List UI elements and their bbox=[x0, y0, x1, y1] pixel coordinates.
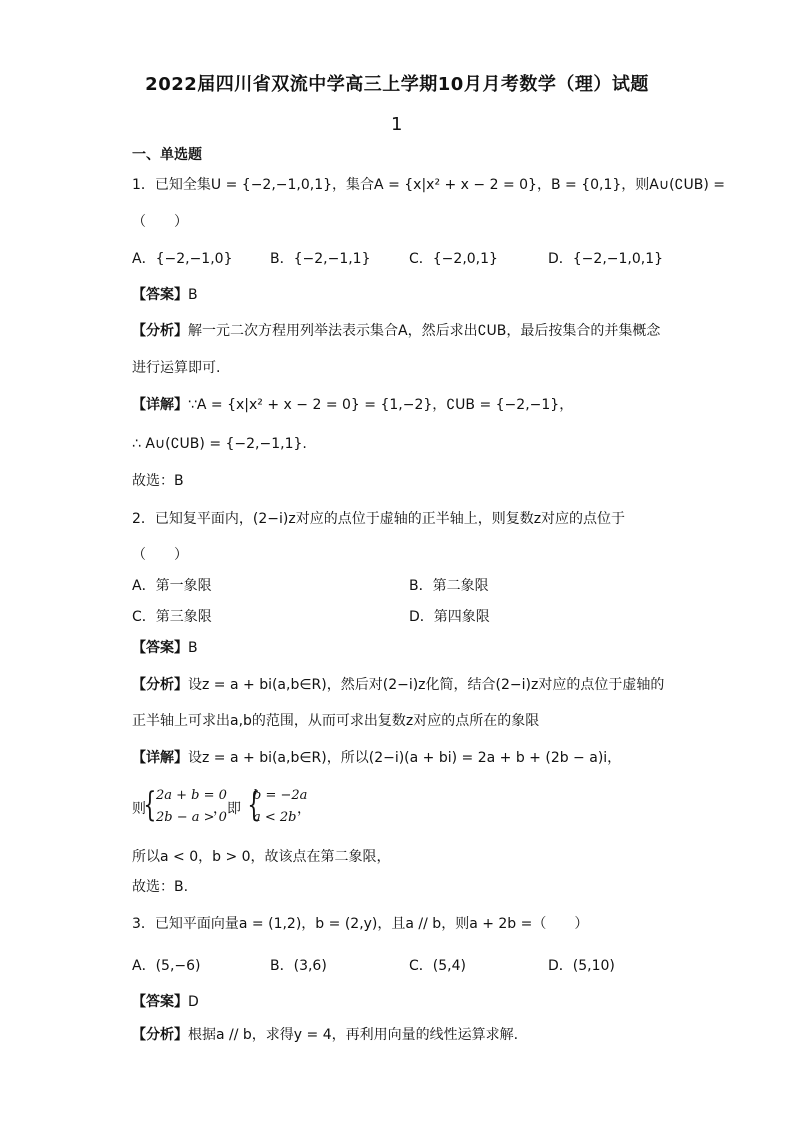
q1-detail bbox=[132, 395, 573, 415]
analysis-tag: 【分析】 bbox=[132, 1027, 188, 1043]
q2-stem: 2．已知复平面内，(2−i)z对应的点位于虚轴的正半轴上，则复数z对应的点位于 bbox=[132, 511, 626, 527]
q2-answer bbox=[132, 638, 198, 658]
answer-tag: 【答案】 bbox=[132, 640, 188, 656]
q2-detail-conclusion: 所以a < 0，b > 0，故该点在第二象限， bbox=[132, 849, 391, 865]
q1-answer bbox=[132, 285, 198, 305]
q2-detail bbox=[132, 748, 621, 768]
analysis-text: 解一元二次方程用列举法表示集合A，然后求出∁UB，最后按集合的并集概念 bbox=[188, 323, 661, 339]
q2-choose: 故选：B. bbox=[132, 879, 189, 895]
left-brace-icon: { bbox=[247, 785, 261, 825]
q2-system-end: ， bbox=[297, 801, 311, 817]
q1-choose: 故选：B bbox=[132, 473, 184, 489]
answer-value: B bbox=[188, 287, 198, 303]
left-brace-icon: { bbox=[143, 785, 157, 825]
q3-answer bbox=[132, 992, 199, 1012]
analysis-text: 根据a // b，求得y = 4，再利用向量的线性运算求解. bbox=[188, 1027, 519, 1043]
q2-analysis bbox=[132, 675, 664, 695]
q2-option-b: B．第二象限 bbox=[409, 578, 489, 594]
detail-text: 设z = a + bi(a,b∈R)，所以(2−i)(a + bi) = 2a + b + (2b − a)i， bbox=[188, 750, 622, 766]
analysis-tag: 【分析】 bbox=[132, 677, 188, 693]
q2-option-c: C．第三象限 bbox=[132, 609, 212, 625]
q1-analysis-cont: 进行运算即可. bbox=[132, 360, 221, 376]
detail-tag: 【详解】 bbox=[132, 397, 188, 413]
q2-then-label: 则 bbox=[132, 801, 146, 817]
q2-option-d: D．第四象限 bbox=[409, 609, 490, 625]
page-title-number: 1 bbox=[391, 114, 403, 135]
q1-analysis bbox=[132, 321, 660, 341]
q3-option-c: C．(5,4) bbox=[409, 958, 466, 974]
section-heading: 一、单选题 bbox=[132, 147, 202, 163]
q2-system2-line1: b = −2a bbox=[253, 788, 308, 803]
analysis-text: 设z = a + bi(a,b∈R)，然后对(2−i)z化简，结合(2−i)z对应的点位于虚轴的 bbox=[188, 677, 665, 693]
q1-option-d: D．{−2,−1,0,1} bbox=[548, 251, 664, 267]
answer-tag: 【答案】 bbox=[132, 287, 188, 303]
q2-system1-line2: 2b − a > 0 bbox=[156, 810, 227, 825]
q1-option-a: A．{−2,−1,0} bbox=[132, 251, 233, 267]
q1-stem: 1．已知全集U = {−2,−1,0,1}，集合A = {x|x² + x − 2 = 0}，B = {0,1}，则A∪(∁UB) = bbox=[132, 177, 725, 193]
q2-paren: （ ） bbox=[132, 547, 188, 563]
q1-option-b: B．{−2,−1,1} bbox=[270, 251, 371, 267]
q2-analysis-cont: 正半轴上可求出a,b的范围，从而可求出复数z对应的点所在的象限 bbox=[132, 713, 540, 729]
q2-system1-line1: 2a + b = 0 bbox=[156, 788, 227, 803]
analysis-tag: 【分析】 bbox=[132, 323, 188, 339]
q3-option-b: B．(3,6) bbox=[270, 958, 327, 974]
q3-stem: 3．已知平面向量a = (1,2)，b = (2,y)，且a // b，则a + 2b =（ ） bbox=[132, 916, 589, 932]
detail-text: ∵A = {x|x² + x − 2 = 0} = {1,−2}，∁UB = {−2,−1}， bbox=[188, 397, 574, 413]
page-title: 2022届四川省双流中学高三上学期10月月考数学（理）试题 bbox=[145, 74, 649, 95]
q1-detail-cont: ∴ A∪(∁UB) = {−2,−1,1}. bbox=[132, 436, 307, 452]
detail-tag: 【详解】 bbox=[132, 750, 188, 766]
q3-analysis bbox=[132, 1025, 518, 1045]
q1-option-c: C．{−2,0,1} bbox=[409, 251, 498, 267]
q3-option-a: A．(5,−6) bbox=[132, 958, 201, 974]
q2-system-sep: ，即 bbox=[213, 801, 241, 817]
q2-option-a: A．第一象限 bbox=[132, 578, 212, 594]
answer-value: B bbox=[188, 640, 198, 656]
q1-paren: （ ） bbox=[132, 214, 188, 230]
answer-value: D bbox=[188, 994, 199, 1010]
answer-tag: 【答案】 bbox=[132, 994, 188, 1010]
q2-system2-line2: a < 2b bbox=[253, 810, 297, 825]
q3-option-d: D．(5,10) bbox=[548, 958, 615, 974]
